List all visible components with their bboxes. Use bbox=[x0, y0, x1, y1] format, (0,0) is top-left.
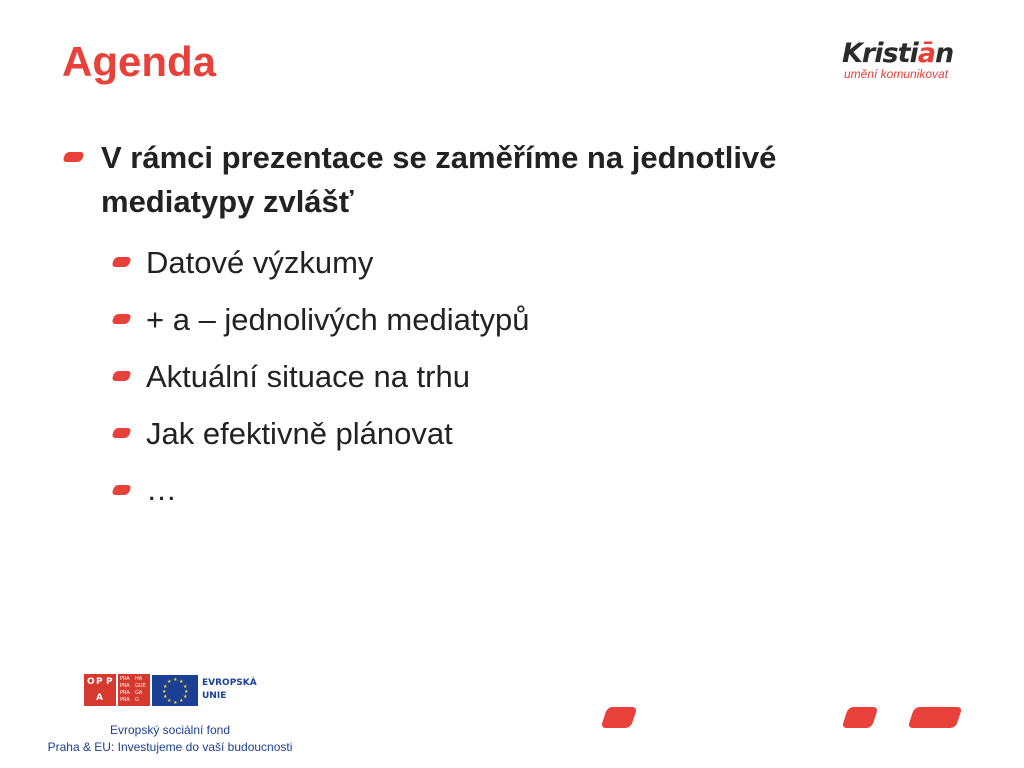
logo-name-end: n bbox=[934, 38, 954, 69]
slide-title: Agenda bbox=[62, 38, 217, 85]
eu-label bbox=[202, 677, 257, 703]
decorative-shape bbox=[842, 707, 879, 728]
praha-cell: G bbox=[135, 697, 139, 703]
sub-bullet-item: Datové výzkumy bbox=[146, 245, 374, 280]
sub-bullet-item: + a – jednolivých mediatypů bbox=[146, 302, 530, 337]
opp-letter: O bbox=[87, 677, 95, 687]
bullet-icon bbox=[62, 152, 84, 162]
bullet-icon bbox=[111, 314, 131, 324]
footer-text-line1: Evropský sociální fond bbox=[109, 723, 231, 737]
logo-name-main: Kristi bbox=[842, 38, 918, 69]
logo-tagline: umění komunikovat bbox=[844, 67, 949, 81]
bullet-icon bbox=[111, 485, 131, 495]
logo-name-accent: ā bbox=[917, 38, 935, 69]
opp-letter: P bbox=[96, 677, 103, 687]
bullet-icon bbox=[111, 371, 131, 381]
eu-flag-icon: ★ ★ ★ ★ ★ ★ ★ ★ ★ ★ ★ ★ bbox=[152, 675, 198, 706]
decorative-shape bbox=[908, 707, 963, 728]
sub-bullet-item: … bbox=[146, 472, 177, 507]
sub-bullet-item: Jak efektivně plánovat bbox=[146, 416, 453, 451]
praha-cell: GUE bbox=[135, 683, 146, 689]
bullet-icon bbox=[111, 428, 131, 438]
kristian-logo bbox=[842, 40, 972, 81]
praha-cell: PRA bbox=[120, 690, 130, 696]
logo-name bbox=[842, 40, 972, 68]
opp-letter: A bbox=[96, 693, 103, 703]
footer-text bbox=[20, 722, 320, 756]
decorative-shape bbox=[601, 707, 638, 728]
eu-label-line1: EVROPSKÁ bbox=[202, 678, 257, 688]
praha-logo bbox=[118, 674, 150, 706]
eu-label-line2: UNIE bbox=[202, 691, 227, 701]
sub-bullet-item: Aktuální situace na trhu bbox=[146, 359, 470, 394]
praha-cell: PRA bbox=[120, 683, 130, 689]
praha-cell: PRA bbox=[120, 697, 130, 703]
opp-logo bbox=[84, 674, 116, 706]
footer-text-line2: Praha & EU: Investujeme do vaší budoucnosti bbox=[47, 740, 293, 754]
opp-letter: P bbox=[106, 677, 113, 687]
main-bullet-text: V rámci prezentace se zaměříme na jednotlivé mediatypy zvlášť bbox=[101, 140, 777, 219]
praha-cell: HA bbox=[135, 676, 143, 682]
bullet-icon bbox=[111, 257, 131, 267]
praha-cell: GA bbox=[135, 690, 143, 696]
praha-cell: PRA bbox=[120, 676, 130, 682]
